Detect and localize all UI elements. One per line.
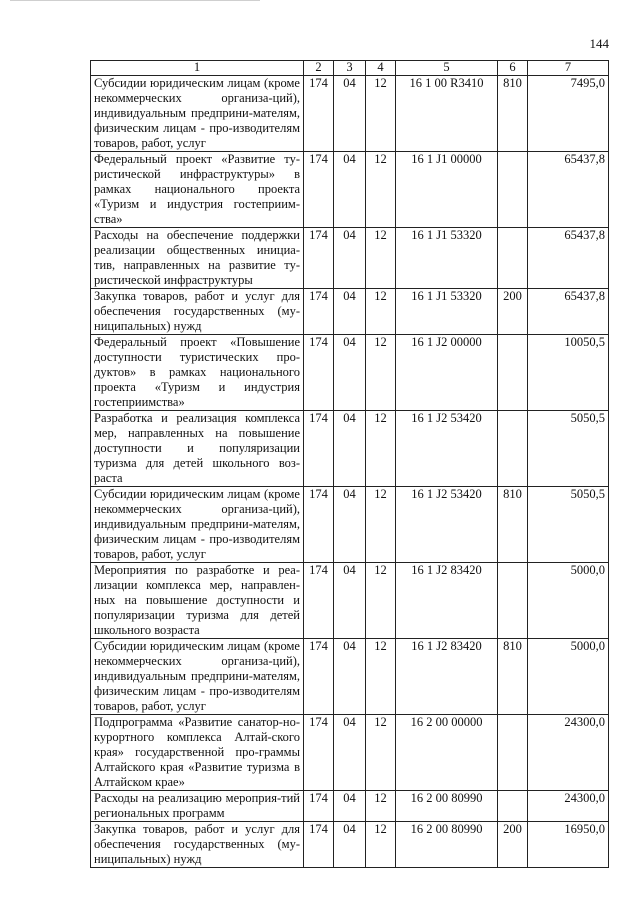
target-article-cell: 16 1 J1 53320 — [396, 228, 498, 289]
table-body — [91, 76, 609, 868]
section-code-cell: 04 — [334, 152, 366, 228]
expense-type-cell: 200 — [498, 289, 528, 335]
amount-cell: 24300,0 — [528, 791, 609, 822]
amount-cell: 10050,5 — [528, 335, 609, 411]
header-cell: 1 — [91, 61, 304, 76]
subsection-code-cell: 12 — [366, 335, 396, 411]
table-row — [91, 487, 609, 563]
description-cell: Расходы на обеспечение поддержки реализации общественных инициа-тив, направленных на развитие ту-ристической инфраструктуры — [91, 228, 304, 289]
budget-table — [90, 60, 609, 868]
amount-cell: 7495,0 — [528, 76, 609, 152]
section-code-cell: 04 — [334, 822, 366, 868]
subsection-code-cell: 12 — [366, 563, 396, 639]
target-article-cell: 16 1 00 R3410 — [396, 76, 498, 152]
grbs-code-cell: 174 — [304, 822, 334, 868]
table-row — [91, 335, 609, 411]
target-article-cell: 16 1 J2 83420 — [396, 563, 498, 639]
header-cell: 6 — [498, 61, 528, 76]
amount-cell: 16950,0 — [528, 822, 609, 868]
header-cell: 2 — [304, 61, 334, 76]
subsection-code-cell: 12 — [366, 289, 396, 335]
grbs-code-cell: 174 — [304, 411, 334, 487]
expense-type-cell: 810 — [498, 639, 528, 715]
target-article-cell: 16 2 00 80990 — [396, 822, 498, 868]
description-cell: Федеральный проект «Повышение доступности туристических про-дуктов» в рамках национального проекта «Туризм и индустрия гостеприимства» — [91, 335, 304, 411]
section-code-cell: 04 — [334, 411, 366, 487]
expense-type-cell: 810 — [498, 76, 528, 152]
description-cell: Подпрограмма «Развитие санатор-но-курортного комплекса Алтай-ского края» государственной про-граммы Алтайского края «Развитие туризма в Алтайском крае» — [91, 715, 304, 791]
table-row — [91, 715, 609, 791]
amount-cell: 5000,0 — [528, 563, 609, 639]
page-number: 144 — [589, 36, 609, 51]
description-cell: Разработка и реализация комплекса мер, направленных на повышение доступности и популяризации туризма для детей школьного воз-раста — [91, 411, 304, 487]
target-article-cell: 16 1 J2 53420 — [396, 411, 498, 487]
subsection-code-cell: 12 — [366, 487, 396, 563]
expense-type-cell — [498, 335, 528, 411]
header-cell: 7 — [528, 61, 609, 76]
section-code-cell: 04 — [334, 487, 366, 563]
description-cell: Субсидии юридическим лицам (кроме некоммерческих организа-ций), индивидуальным предприни-мателям, физическим лицам - про-изводителям товаров, работ, услуг — [91, 76, 304, 152]
header-cell: 4 — [366, 61, 396, 76]
top-rule — [10, 0, 260, 1]
section-code-cell: 04 — [334, 639, 366, 715]
subsection-code-cell: 12 — [366, 822, 396, 868]
grbs-code-cell: 174 — [304, 715, 334, 791]
table-row — [91, 822, 609, 868]
grbs-code-cell: 174 — [304, 228, 334, 289]
grbs-code-cell: 174 — [304, 289, 334, 335]
table-row — [91, 152, 609, 228]
target-article-cell: 16 1 J2 53420 — [396, 487, 498, 563]
table-header — [91, 61, 609, 76]
section-code-cell: 04 — [334, 76, 366, 152]
subsection-code-cell: 12 — [366, 639, 396, 715]
subsection-code-cell: 12 — [366, 152, 396, 228]
table-row — [91, 791, 609, 822]
expense-type-cell — [498, 228, 528, 289]
expense-type-cell — [498, 411, 528, 487]
description-cell: Расходы на реализацию мероприя-тий региональных программ — [91, 791, 304, 822]
expense-type-cell — [498, 791, 528, 822]
table-row — [91, 228, 609, 289]
grbs-code-cell: 174 — [304, 563, 334, 639]
grbs-code-cell: 174 — [304, 76, 334, 152]
subsection-code-cell: 12 — [366, 76, 396, 152]
grbs-code-cell: 174 — [304, 487, 334, 563]
grbs-code-cell: 174 — [304, 335, 334, 411]
table-row — [91, 411, 609, 487]
target-article-cell: 16 1 J2 83420 — [396, 639, 498, 715]
amount-cell: 5000,0 — [528, 639, 609, 715]
section-code-cell: 04 — [334, 335, 366, 411]
expense-type-cell — [498, 563, 528, 639]
description-cell: Закупка товаров, работ и услуг для обеспечения государственных (му-ниципальных) нужд — [91, 289, 304, 335]
expense-type-cell: 200 — [498, 822, 528, 868]
subsection-code-cell: 12 — [366, 228, 396, 289]
header-cell: 5 — [396, 61, 498, 76]
expense-type-cell — [498, 715, 528, 791]
table-row — [91, 639, 609, 715]
section-code-cell: 04 — [334, 228, 366, 289]
description-cell: Федеральный проект «Развитие ту-ристической инфраструктуры» в рамках национального проекта «Туризм и индустрия гостеприим-ства» — [91, 152, 304, 228]
target-article-cell: 16 1 J1 53320 — [396, 289, 498, 335]
header-cell: 3 — [334, 61, 366, 76]
grbs-code-cell: 174 — [304, 791, 334, 822]
section-code-cell: 04 — [334, 791, 366, 822]
amount-cell: 65437,8 — [528, 228, 609, 289]
expense-type-cell — [498, 152, 528, 228]
table-row — [91, 76, 609, 152]
table-row — [91, 563, 609, 639]
table-row — [91, 289, 609, 335]
amount-cell: 65437,8 — [528, 289, 609, 335]
target-article-cell: 16 1 J2 00000 — [396, 335, 498, 411]
header-row — [91, 61, 609, 76]
grbs-code-cell: 174 — [304, 152, 334, 228]
target-article-cell: 16 2 00 00000 — [396, 715, 498, 791]
section-code-cell: 04 — [334, 715, 366, 791]
expense-type-cell: 810 — [498, 487, 528, 563]
target-article-cell: 16 2 00 80990 — [396, 791, 498, 822]
description-cell: Субсидии юридическим лицам (кроме некоммерческих организа-ций), индивидуальным предприни-мателям, физическим лицам - про-изводителям товаров, работ, услуг — [91, 639, 304, 715]
description-cell: Мероприятия по разработке и реа-лизации комплекса мер, направлен-ных на повышение доступности и популяризации туризма для детей школьного возраста — [91, 563, 304, 639]
amount-cell: 65437,8 — [528, 152, 609, 228]
amount-cell: 5050,5 — [528, 411, 609, 487]
subsection-code-cell: 12 — [366, 715, 396, 791]
target-article-cell: 16 1 J1 00000 — [396, 152, 498, 228]
section-code-cell: 04 — [334, 563, 366, 639]
subsection-code-cell: 12 — [366, 791, 396, 822]
amount-cell: 5050,5 — [528, 487, 609, 563]
subsection-code-cell: 12 — [366, 411, 396, 487]
description-cell: Субсидии юридическим лицам (кроме некоммерческих организа-ций), индивидуальным предприни-мателям, физическим лицам - про-изводителям товаров, работ, услуг — [91, 487, 304, 563]
section-code-cell: 04 — [334, 289, 366, 335]
amount-cell: 24300,0 — [528, 715, 609, 791]
description-cell: Закупка товаров, работ и услуг для обеспечения государственных (му-ниципальных) нужд — [91, 822, 304, 868]
grbs-code-cell: 174 — [304, 639, 334, 715]
